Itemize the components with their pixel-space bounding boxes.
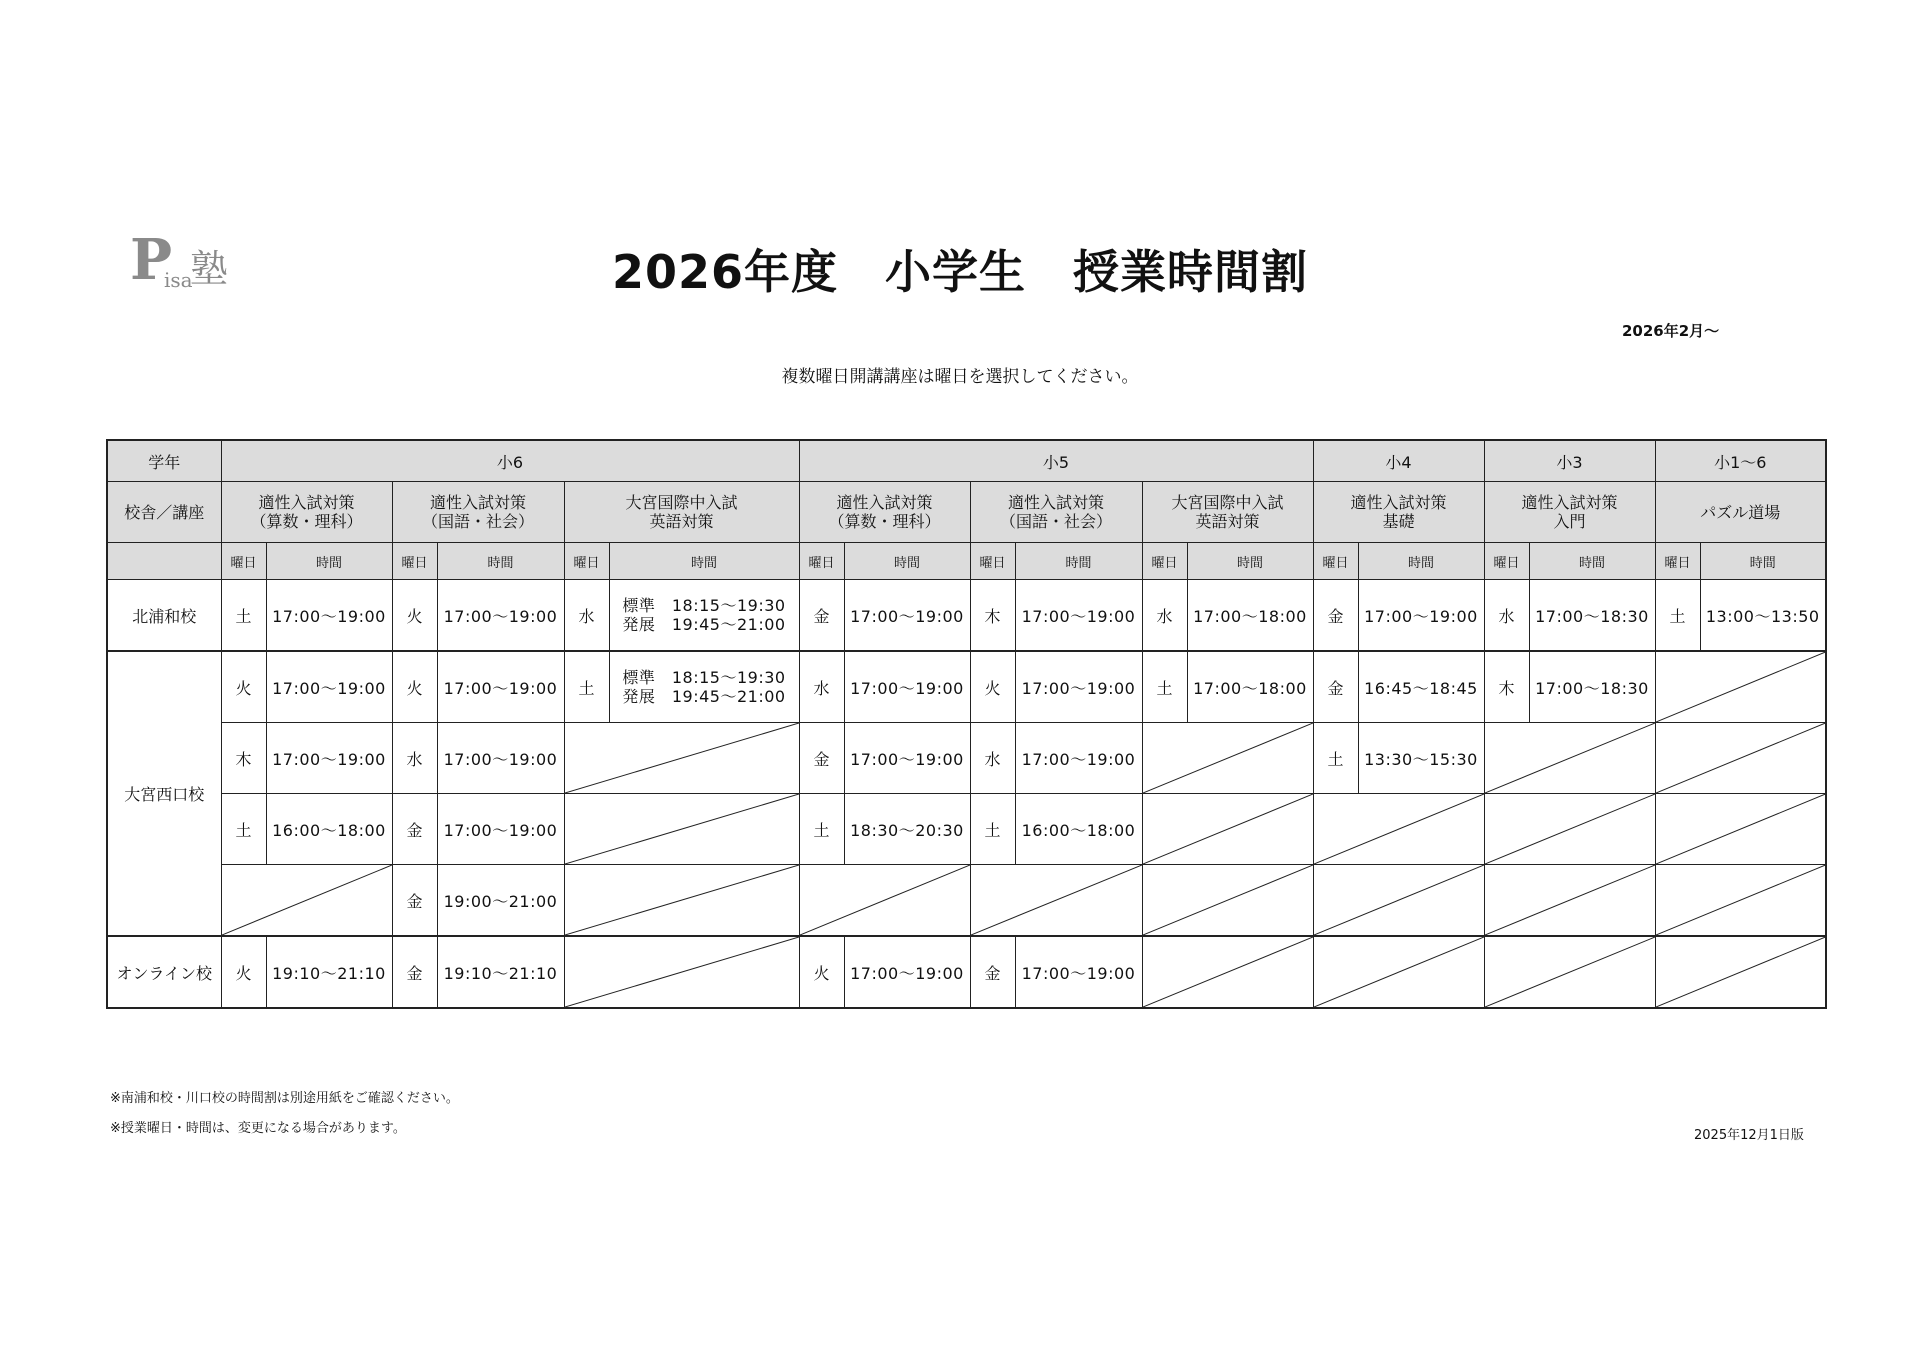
class-day: 金	[392, 794, 437, 865]
class-time: 17:00～19:00	[266, 651, 392, 723]
empty-slot	[1484, 936, 1655, 1008]
not-offered-slash	[565, 794, 799, 864]
grade-header: 小3	[1484, 440, 1655, 482]
day-header: 曜日	[1655, 543, 1700, 580]
class-day: 土	[221, 580, 266, 652]
class-time: 17:00～18:00	[1187, 580, 1313, 652]
empty-slot	[1313, 794, 1484, 865]
class-day: 土	[970, 794, 1015, 865]
not-offered-slash	[1143, 794, 1313, 864]
class-time: 17:00～19:00	[1015, 651, 1142, 723]
class-time: 17:00～18:30	[1529, 580, 1655, 652]
empty-slot	[1142, 723, 1313, 794]
selection-notice: 複数曜日開講講座は曜日を選択してください。	[781, 367, 1139, 387]
class-time: 17:00～19:00	[266, 723, 392, 794]
grade-header: 小1～6	[1655, 440, 1826, 482]
empty-slot	[1655, 651, 1826, 723]
not-offered-slash	[565, 865, 799, 935]
edition-date: 2025年12月1日版	[1694, 1128, 1804, 1143]
campus-name: オンライン校	[107, 936, 221, 1008]
class-day: 土	[799, 794, 844, 865]
empty-slot	[1142, 865, 1313, 937]
class-time: 16:45～18:45	[1358, 651, 1484, 723]
empty-slot	[1142, 936, 1313, 1008]
footnote-other-campuses: ※南浦和校・川口校の時間割は別途用紙をご確認ください。	[110, 1091, 459, 1106]
not-offered-slash	[1485, 794, 1655, 864]
time-header: 時間	[844, 543, 970, 580]
not-offered-slash	[1143, 723, 1313, 793]
timetable	[106, 439, 1827, 1009]
course-header: 大宮国際中入試 英語対策	[564, 482, 799, 543]
schedule-row	[107, 580, 1826, 652]
class-time: 18:30～20:30	[844, 794, 970, 865]
empty-slot	[1484, 865, 1655, 937]
class-time: 17:00～19:00	[844, 651, 970, 723]
effective-date: 2026年2月～	[1622, 322, 1720, 340]
empty-slot	[221, 865, 392, 937]
class-time: 17:00～18:00	[1187, 651, 1313, 723]
schedule-row	[107, 651, 1826, 723]
course-header: 大宮国際中入試 英語対策	[1142, 482, 1313, 543]
empty-slot	[564, 865, 799, 937]
class-day: 水	[392, 723, 437, 794]
day-header: 曜日	[1313, 543, 1358, 580]
empty-slot	[970, 865, 1142, 937]
class-day: 金	[799, 723, 844, 794]
class-time: 17:00～19:00	[1015, 936, 1142, 1008]
not-offered-slash	[1485, 865, 1655, 935]
class-time: 標準 18:15～19:30 発展 19:45～21:00	[609, 580, 799, 652]
class-day: 土	[564, 651, 609, 723]
empty-slot	[1655, 723, 1826, 794]
class-time: 17:00～19:00	[844, 723, 970, 794]
time-header: 時間	[609, 543, 799, 580]
day-header: 曜日	[970, 543, 1015, 580]
time-header: 時間	[437, 543, 564, 580]
class-day: 火	[392, 580, 437, 652]
course-header-row	[107, 482, 1826, 543]
class-time: 13:30～15:30	[1358, 723, 1484, 794]
footnote-schedule-change: ※授業曜日・時間は、変更になる場合があります。	[110, 1121, 406, 1136]
class-day: 火	[221, 651, 266, 723]
campus-course-label: 校舎／講座	[107, 482, 221, 543]
class-time: 17:00～19:00	[437, 651, 564, 723]
class-time: 17:00～19:00	[266, 580, 392, 652]
class-day: 水	[1142, 580, 1187, 652]
time-header: 時間	[1529, 543, 1655, 580]
time-header: 時間	[1358, 543, 1484, 580]
class-day: 木	[221, 723, 266, 794]
course-header: パズル道場	[1655, 482, 1826, 543]
empty-slot	[1655, 794, 1826, 865]
blank-header	[107, 543, 221, 580]
class-day: 火	[799, 936, 844, 1008]
empty-slot	[1655, 865, 1826, 937]
course-header: 適性入試対策 基礎	[1313, 482, 1484, 543]
class-time: 17:00～18:30	[1529, 651, 1655, 723]
class-day: 金	[1313, 580, 1358, 652]
course-header: 適性入試対策 （国語・社会）	[970, 482, 1142, 543]
grade-label: 学年	[107, 440, 221, 482]
day-header: 曜日	[799, 543, 844, 580]
class-time: 17:00～19:00	[844, 580, 970, 652]
class-time: 17:00～19:00	[437, 723, 564, 794]
class-day: 木	[970, 580, 1015, 652]
empty-slot	[1142, 794, 1313, 865]
not-offered-slash	[1314, 794, 1484, 864]
time-header: 時間	[266, 543, 392, 580]
empty-slot	[1313, 865, 1484, 937]
time-header: 時間	[1015, 543, 1142, 580]
schedule-row	[107, 794, 1826, 865]
class-time: 19:10～21:10	[437, 936, 564, 1008]
day-header: 曜日	[1142, 543, 1187, 580]
empty-slot	[1484, 794, 1655, 865]
day-header: 曜日	[1484, 543, 1529, 580]
day-time-header-row	[107, 543, 1826, 580]
empty-slot	[1484, 723, 1655, 794]
class-day: 金	[970, 936, 1015, 1008]
not-offered-slash	[565, 723, 799, 793]
class-time: 標準 18:15～19:30 発展 19:45～21:00	[609, 651, 799, 723]
class-day: 土	[1655, 580, 1700, 652]
not-offered-slash	[1656, 652, 1826, 722]
campus-name: 北浦和校	[107, 580, 221, 652]
logo-mark: P	[130, 227, 173, 293]
empty-slot	[1313, 936, 1484, 1008]
empty-slot	[799, 865, 970, 937]
class-day: 火	[221, 936, 266, 1008]
class-day: 土	[1313, 723, 1358, 794]
grade-header: 小6	[221, 440, 799, 482]
course-header: 適性入試対策 （算数・理科）	[221, 482, 392, 543]
course-header: 適性入試対策 （国語・社会）	[392, 482, 564, 543]
schedule-row	[107, 723, 1826, 794]
day-header: 曜日	[564, 543, 609, 580]
not-offered-slash	[1656, 794, 1826, 864]
class-time: 17:00～19:00	[1015, 580, 1142, 652]
not-offered-slash	[800, 865, 970, 935]
page-title: 2026年度 小学生 授業時間割	[611, 245, 1309, 299]
not-offered-slash	[1314, 937, 1484, 1007]
not-offered-slash	[1656, 723, 1826, 793]
time-header: 時間	[1187, 543, 1313, 580]
class-time: 17:00～19:00	[437, 794, 564, 865]
logo-juku: 塾	[190, 247, 229, 291]
class-time: 17:00～19:00	[437, 580, 564, 652]
not-offered-slash	[222, 865, 392, 935]
class-day: 火	[970, 651, 1015, 723]
course-header: 適性入試対策 （算数・理科）	[799, 482, 970, 543]
class-day: 水	[799, 651, 844, 723]
class-day: 金	[1313, 651, 1358, 723]
not-offered-slash	[1485, 723, 1655, 793]
not-offered-slash	[565, 937, 799, 1007]
class-time: 16:00～18:00	[1015, 794, 1142, 865]
empty-slot	[564, 723, 799, 794]
grade-header: 小4	[1313, 440, 1484, 482]
grade-header: 小5	[799, 440, 1313, 482]
time-header: 時間	[1700, 543, 1826, 580]
not-offered-slash	[971, 865, 1142, 935]
not-offered-slash	[1656, 865, 1826, 935]
schedule-row	[107, 936, 1826, 1008]
class-day: 土	[221, 794, 266, 865]
class-day: 金	[392, 936, 437, 1008]
class-time: 17:00～19:00	[844, 936, 970, 1008]
course-header: 適性入試対策 入門	[1484, 482, 1655, 543]
class-day: 金	[799, 580, 844, 652]
day-header: 曜日	[392, 543, 437, 580]
class-day: 水	[564, 580, 609, 652]
campus-name: 大宮西口校	[107, 651, 221, 936]
logo-isa: isa	[164, 268, 193, 292]
class-time: 19:00～21:00	[437, 865, 564, 937]
schedule-row	[107, 865, 1826, 937]
class-time: 16:00～18:00	[266, 794, 392, 865]
empty-slot	[564, 936, 799, 1008]
day-header: 曜日	[221, 543, 266, 580]
class-day: 金	[392, 865, 437, 937]
class-day: 土	[1142, 651, 1187, 723]
class-time: 19:10～21:10	[266, 936, 392, 1008]
not-offered-slash	[1656, 937, 1826, 1007]
class-day: 水	[1484, 580, 1529, 652]
grade-header-row	[107, 440, 1826, 482]
not-offered-slash	[1143, 865, 1313, 935]
not-offered-slash	[1485, 937, 1655, 1007]
not-offered-slash	[1314, 865, 1484, 935]
empty-slot	[1655, 936, 1826, 1008]
empty-slot	[564, 794, 799, 865]
class-day: 火	[392, 651, 437, 723]
not-offered-slash	[1143, 937, 1313, 1007]
class-time: 17:00～19:00	[1358, 580, 1484, 652]
class-time: 13:00～13:50	[1700, 580, 1826, 652]
class-day: 水	[970, 723, 1015, 794]
class-day: 木	[1484, 651, 1529, 723]
class-time: 17:00～19:00	[1015, 723, 1142, 794]
